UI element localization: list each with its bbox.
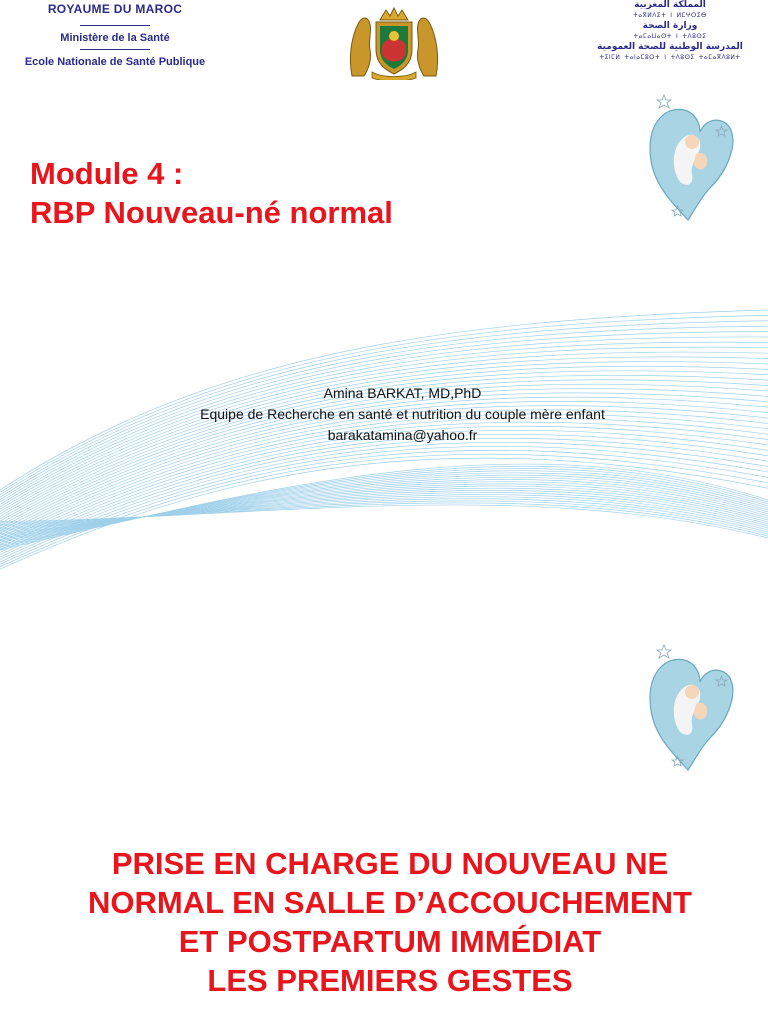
morocco-coat-of-arms-icon (346, 6, 442, 80)
wave-line (0, 495, 768, 529)
header-divider (80, 25, 150, 26)
kingdom-label: ROYAUME DU MAROC (47, 2, 183, 16)
wave-line (0, 464, 768, 550)
author-email[interactable]: barakatamina@yahoo.fr (327, 427, 478, 443)
section-title (0, 844, 768, 1000)
module-title (30, 154, 393, 232)
module-title-line1: Module 4 : (30, 156, 184, 191)
section-title-line4: LES PREMIERS GESTES (207, 963, 573, 998)
school-label-arabic: المدرسة الوطنية للصحة العمومية (597, 42, 743, 52)
section-title-line1: PRISE EN CHARGE DU NOUVEAU NE (111, 846, 669, 881)
module-title-line2: RBP Nouveau-né normal (30, 195, 393, 230)
school-label-tifinagh: ⵜⵉⵏⵎⵍ ⵜⴰⵏⴰⵎⵓⵔⵜ ⵏ ⵜⴷⵓⵙⵉ ⵜⴰⵎⴰⴳⴷⵓⵍⵜ (599, 54, 741, 61)
research-team: Equipe de Recherche en santé et nutrition du couple mère enfant (200, 406, 605, 422)
section-title-line3: ET POSTPARTUM IMMÉDIAT (178, 924, 602, 959)
mother-child-heart-icon (640, 92, 740, 226)
kingdom-label-arabic: المملكة المغربية (634, 0, 706, 10)
wave-line (0, 499, 768, 532)
header-divider (80, 49, 150, 50)
author-block (0, 383, 768, 446)
ministry-label-tifinagh: ⵜⴰⵎⴰⵡⴰⵙⵜ ⵏ ⵜⴷⵓⵙⵉ (633, 33, 707, 40)
school-label: Ecole Nationale de Santé Publique (24, 56, 206, 68)
header-left (0, 2, 230, 68)
section-title-line2: NORMAL EN SALLE D’ACCOUCHEMENT (88, 885, 692, 920)
kingdom-label-tifinagh: ⵜⴰⴳⵍⴷⵉⵜ ⵏ ⵍⵎⵖⵔⵉⴱ (633, 12, 707, 19)
ministry-label: Ministère de la Santé (60, 32, 170, 44)
ministry-label-arabic: وزارة الصحة (642, 21, 698, 31)
section-slide (0, 580, 768, 1024)
wave-line (0, 438, 768, 557)
header-right (572, 0, 768, 63)
author-name: Amina BARKAT, MD,PhD (323, 385, 482, 401)
mother-child-heart-icon (640, 642, 740, 776)
